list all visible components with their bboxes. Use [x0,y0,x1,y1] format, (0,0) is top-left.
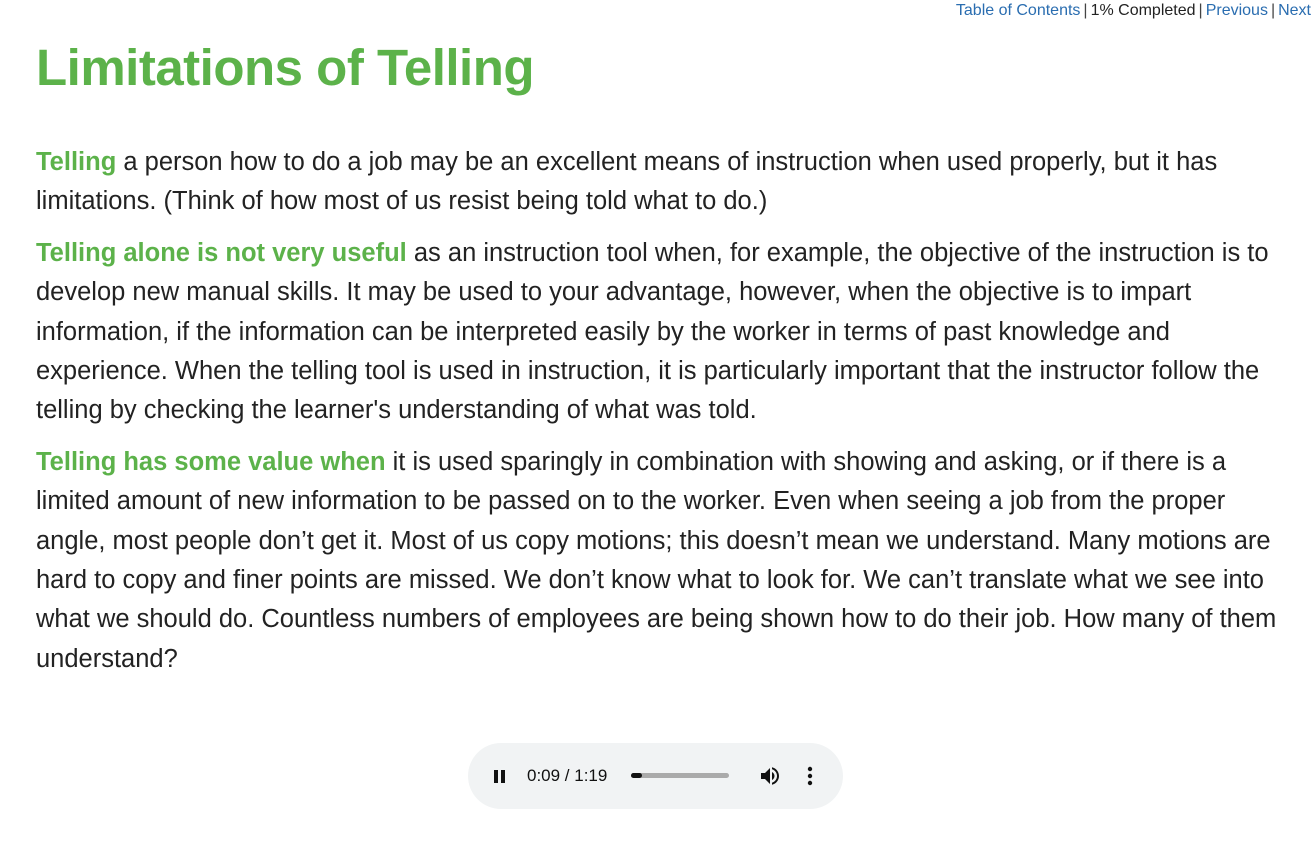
table-of-contents-link[interactable]: Table of Contents [955,2,1081,19]
previous-link[interactable]: Previous [1205,2,1268,19]
seek-progress-fill [631,773,642,778]
progress-status: 1% Completed [1090,2,1196,19]
pause-icon[interactable] [488,765,510,787]
top-navigation [956,1,1311,21]
paragraph [36,234,1286,430]
more-vert-icon[interactable] [800,764,820,788]
nav-separator: | [1083,2,1088,19]
paragraph-text: as an instruction tool when, for example, the objective of the instruction is to develop new manual skills. It may be used to your advantage, however, when the objective is to impart information, if the information can be interpreted easily by the worker in terms of past knowledge and experience. When the telling tool is used in instruction, it is particularly important that the instructor follow the telling by checking the learner's understanding of what was told. [36,239,1269,425]
paragraph-highlight: Telling has some value when [36,448,386,477]
paragraph-text: a person how to do a job may be an excellent means of instruction when used properly, but it has limitations. (Think of how most of us resist being told what to do.) [36,148,1218,216]
paragraph-text: it is used sparingly in combination with showing and asking, or if there is a limited amount of new information to be passed on to the worker. Even when seeing a job from the proper angle, most people don’t get it. Most of us copy motions; this doesn’t mean we understand. Many motions are hard to copy and finer points are missed. We don’t know what to look for. We can’t translate what we see into what we should do. Countless numbers of employees are being shown how to do their job. How many of them understand? [36,448,1277,673]
paragraph [36,143,1286,222]
time-display: 0:09 / 1:19 [527,766,608,785]
paragraph-highlight: Telling [36,148,117,176]
next-link[interactable]: Next [1278,2,1311,19]
seek-slider[interactable] [631,773,729,778]
volume-icon[interactable] [758,764,782,788]
audio-player [468,743,843,809]
paragraph-highlight: Telling alone is not very useful [36,239,407,268]
page-title: Limitations of Telling [36,39,535,96]
main-content [36,143,1286,691]
nav-separator: | [1270,2,1276,19]
paragraph [36,443,1286,679]
nav-separator: | [1198,2,1203,19]
